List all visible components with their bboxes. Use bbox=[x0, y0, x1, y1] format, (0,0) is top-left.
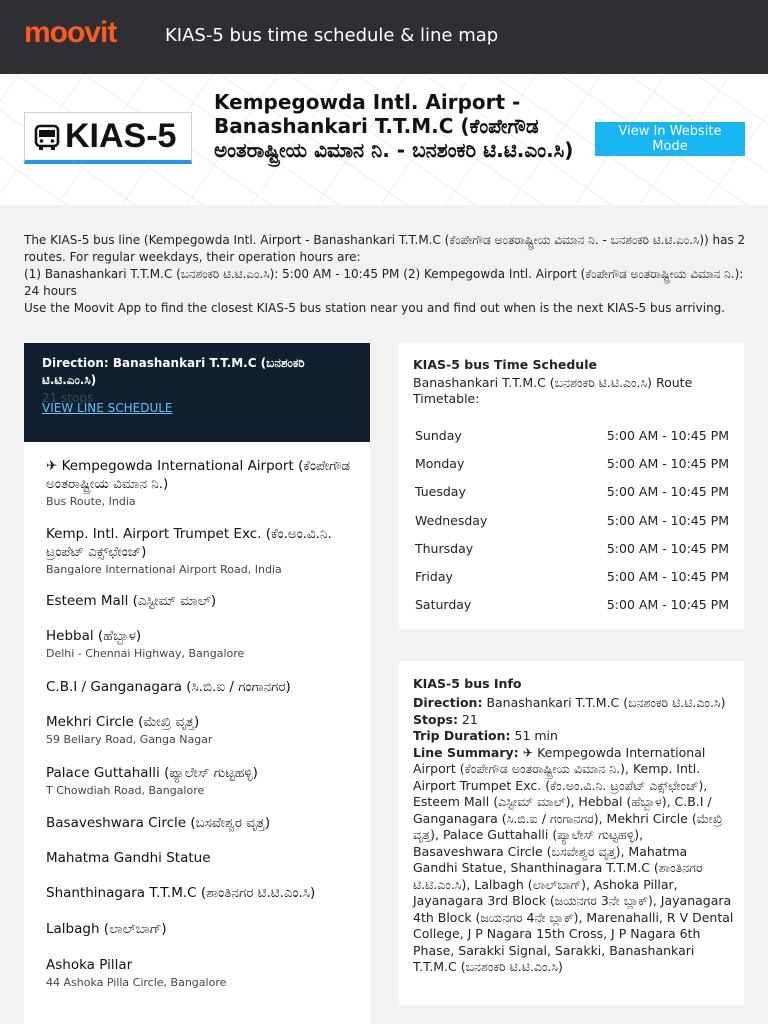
moovit-logo[interactable]: moovit bbox=[24, 16, 117, 49]
stop-item[interactable] bbox=[46, 956, 356, 990]
schedule-hours: 5:00 AM - 10:45 PM bbox=[606, 484, 729, 500]
stop-item[interactable] bbox=[46, 764, 356, 798]
schedule-row bbox=[413, 421, 731, 449]
schedule-day: Sunday bbox=[415, 427, 462, 443]
stop-name: Palace Guttahalli (ಪ್ಯಾಲೇಸ್ ಗುಟ್ಟಹಳ್ಳಿ) bbox=[46, 765, 258, 781]
schedule-hours: 5:00 AM - 10:45 PM bbox=[606, 569, 729, 585]
schedule-hours: 5:00 AM - 10:45 PM bbox=[606, 455, 729, 471]
stop-item[interactable] bbox=[46, 592, 356, 610]
info-title: KIAS-5 bus Info bbox=[413, 676, 522, 691]
bus-icon bbox=[31, 122, 63, 152]
stop-name: Shanthinagara T.T.M.C (ಶಾಂತಿನಗರ ಟಿ.ಟಿ.ಎಂ.ಸಿ) bbox=[46, 885, 316, 901]
schedule-title: KIAS-5 bus Time Schedule bbox=[413, 357, 597, 372]
line-description bbox=[24, 232, 746, 317]
info-direction-label: Direction: bbox=[413, 695, 483, 710]
schedule-card bbox=[399, 343, 744, 629]
schedule-row bbox=[413, 449, 731, 477]
schedule-day: Thursday bbox=[415, 540, 474, 556]
stop-item[interactable] bbox=[46, 884, 356, 902]
stop-name: Mekhri Circle (ಮೇಖ್ರಿ ವೃತ್ತ) bbox=[46, 714, 200, 730]
view-website-mode-button[interactable]: View In Website Mode bbox=[595, 122, 745, 156]
stop-item[interactable] bbox=[46, 849, 356, 867]
line-badge bbox=[24, 112, 192, 164]
info-duration-label: Trip Duration: bbox=[413, 728, 511, 743]
schedule-day: Tuesday bbox=[415, 484, 466, 500]
intro-paragraph: (1) Banashankari T.T.M.C (ಬನಶಂಕರಿ ಟಿ.ಟಿ.ಎಂ.ಸಿ): 5:00 AM - 10:45 PM (2) Kempegowda Intl. Airport (ಕೆಂಪೇಗೌಡ ಅಂತರಾಷ್ಟ್ರೀಯ ವಿಮಾನ ನಿ.): 24 hours bbox=[24, 267, 744, 298]
stop-item[interactable] bbox=[46, 525, 356, 577]
stops-card bbox=[24, 343, 370, 1024]
stops-count: 21 stops bbox=[42, 391, 94, 405]
stop-name: Lalbagh (ಲಾಲ್‌ಬಾಗ್) bbox=[46, 921, 167, 937]
info-duration-value: 51 min bbox=[510, 728, 558, 743]
stop-item[interactable] bbox=[46, 678, 356, 696]
schedule-row bbox=[413, 562, 731, 590]
schedule-row bbox=[413, 478, 731, 506]
stop-name: Ashoka Pillar bbox=[46, 957, 133, 973]
schedule-table bbox=[413, 421, 731, 619]
info-body bbox=[413, 695, 735, 976]
stop-address: T Chowdiah Road, Bangalore bbox=[46, 784, 205, 797]
intro-paragraph: Use the Moovit App to find the closest KIAS-5 bus station near you and find out when is the next KIAS-5 bus arriving. bbox=[24, 301, 726, 315]
intro-paragraph: The KIAS-5 bus line (Kempegowda Intl. Airport - Banashankari T.T.M.C (ಕೆಂಪೇಗೌಡ ಅಂತರಾಷ್ಟ್ರೀಯ ವಿಮಾನ ನಿ. - ಬನಶಂಕರಿ ಟಿ.ಟಿ.ಎಂ.ಸಿ)) has 2 routes. For regular weekdays, their operation hours are: bbox=[24, 233, 746, 264]
schedule-row bbox=[413, 591, 731, 619]
schedule-day: Friday bbox=[415, 569, 453, 585]
stop-name: Esteem Mall (ಎಸ್ಟೀಮ್ ಮಾಲ್) bbox=[46, 593, 217, 609]
view-line-schedule-link[interactable]: VIEW LINE SCHEDULE bbox=[42, 401, 173, 415]
direction-label: Direction: Banashankari T.T.M.C (ಬನಶಂಕರಿ ಟಿ.ಟಿ.ಎಂ.ಸಿ) bbox=[42, 356, 305, 387]
stop-address: Delhi - Chennai Highway, Bangalore bbox=[46, 647, 245, 660]
stop-address: Bangalore International Airport Road, India bbox=[46, 563, 282, 576]
schedule-day: Wednesday bbox=[415, 512, 488, 528]
info-stops-label: Stops: bbox=[413, 711, 458, 727]
info-stops-value: 21 bbox=[457, 711, 478, 727]
stop-name: ✈ Kempegowda International Airport (ಕೆಂಪೇಗೌಡ ಅಂತರಾಷ್ಟ್ರೀಯ ವಿಮಾನ ನಿ.) bbox=[46, 458, 350, 492]
schedule-hours: 5:00 AM - 10:45 PM bbox=[606, 540, 729, 556]
info-direction-value: Banashankari T.T.M.C (ಬನಶಂಕರಿ ಟಿ.ಟಿ.ಎಂ.ಸಿ) bbox=[482, 695, 726, 710]
direction-box bbox=[24, 343, 370, 442]
stop-address: Bus Route, India bbox=[46, 495, 136, 508]
route-title: Kempegowda Intl. Airport - Banashankari T.T.M.C (ಕೆಂಪೇಗೌಡ ಅಂತರಾಷ್ಟ್ರೀಯ ವಿಮಾನ ನಿ. - ಬನಶಂಕರಿ ಟಿ.ಟಿ.ಎಂ.ಸಿ) bbox=[214, 90, 574, 162]
stop-name: Kemp. Intl. Airport Trumpet Exc. (ಕೆಂ.ಅಂ.ವಿ.ನಿ. ಟ್ರಂಪೆಟ್ ಎಕ್ಸ್‌ಛೇಂಜ್) bbox=[46, 526, 332, 560]
stop-item[interactable] bbox=[46, 814, 356, 832]
schedule-hours: 5:00 AM - 10:45 PM bbox=[606, 597, 729, 613]
route-header bbox=[0, 74, 768, 205]
stop-name: C.B.I / Ganganagara (ಸಿ.ಬಿ.ಐ / ಗಂಗಾನಗರ) bbox=[46, 679, 291, 695]
stop-name: Mahatma Gandhi Statue bbox=[46, 850, 211, 866]
info-summary-label: Line Summary: bbox=[413, 744, 519, 760]
stop-name: Basaveshwara Circle (ಬಸವೇಶ್ವರ ವೃತ್ತ) bbox=[46, 815, 271, 831]
schedule-hours: 5:00 AM - 10:45 PM bbox=[606, 427, 729, 443]
stop-item[interactable] bbox=[46, 713, 356, 747]
line-badge-label: KIAS-5 bbox=[65, 117, 177, 155]
schedule-row bbox=[413, 534, 731, 562]
schedule-day: Monday bbox=[415, 455, 465, 471]
schedule-hours: 5:00 AM - 10:45 PM bbox=[606, 512, 729, 528]
schedule-subtitle: Banashankari T.T.M.C (ಬನಶಂಕರಿ ಟಿ.ಟಿ.ಎಂ.ಸಿ) Route Timetable: bbox=[413, 375, 693, 406]
schedule-row bbox=[413, 506, 731, 534]
stop-item[interactable] bbox=[46, 627, 356, 661]
stop-name: Hebbal (ಹೆಬ್ಬಾಳ) bbox=[46, 628, 142, 644]
top-bar bbox=[0, 0, 768, 74]
line-info-card bbox=[399, 661, 744, 1005]
info-summary-value: ✈ Kempegowda International Airport (ಕೆಂಪೇಗೌಡ ಅಂತರಾಷ್ಟ್ರೀಯ ವಿಮಾನ ನಿ.), Kemp. Intl. Airport Trumpet Exc. (ಕೆಂ.ಅಂ.ವಿ.ನಿ. ಟ್ರಂಪೆಟ್ ಎಕ್ಸ್‌ಛೇಂಜ್), Esteem Mall (ಎಸ್ಟೀಮ್ ಮಾಲ್), Hebbal (ಹೆಬ್ಬಾಳ), C.B.I / Ganganagara (ಸಿ.ಬಿ.ಐ / ಗಂಗಾನಗರ), Mekhri Circle (ಮೇಖ್ರಿ ವೃತ್ತ), Palace Guttahalli (ಪ್ಯಾಲೇಸ್ ಗುಟ್ಟಹಳ್ಳಿ), Basaveshwara Circle (ಬಸವೇಶ್ವರ ವೃತ್ತ), Mahatma Gandhi Statue, Shanthinagara T.T.M.C (ಶಾಂತಿನಗರ ಟಿ.ಟಿ.ಎಂ.ಸಿ), Lalbagh (ಲಾಲ್‌ಬಾಗ್), Ashoka Pillar, Jayanagara 3rd Block (ಜಯನಗರ 3ನೇ ಬ್ಲಾಕ್), Jayanagara 4th Block (ಜಯನಗರ 4ನೇ ಬ್ಲಾಕ್), Marenahalli, R V Dental College, J P Nagara 15th Cross, J P Nagara 6th Phase, Sarakki Signal, Sarakki, Banashankari T.T.M.C (ಬನಶಂಕರಿ ಟಿ.ಟಿ.ಎಂ.ಸಿ) bbox=[413, 744, 734, 974]
page-title: KIAS-5 bus time schedule & line map bbox=[165, 25, 499, 46]
stop-item[interactable] bbox=[46, 920, 356, 938]
schedule-day: Saturday bbox=[415, 597, 472, 613]
stop-address: 59 Bellary Road, Ganga Nagar bbox=[46, 733, 213, 746]
stop-address: 44 Ashoka Pilla Circle, Bangalore bbox=[46, 976, 227, 989]
stop-item[interactable] bbox=[46, 457, 356, 509]
